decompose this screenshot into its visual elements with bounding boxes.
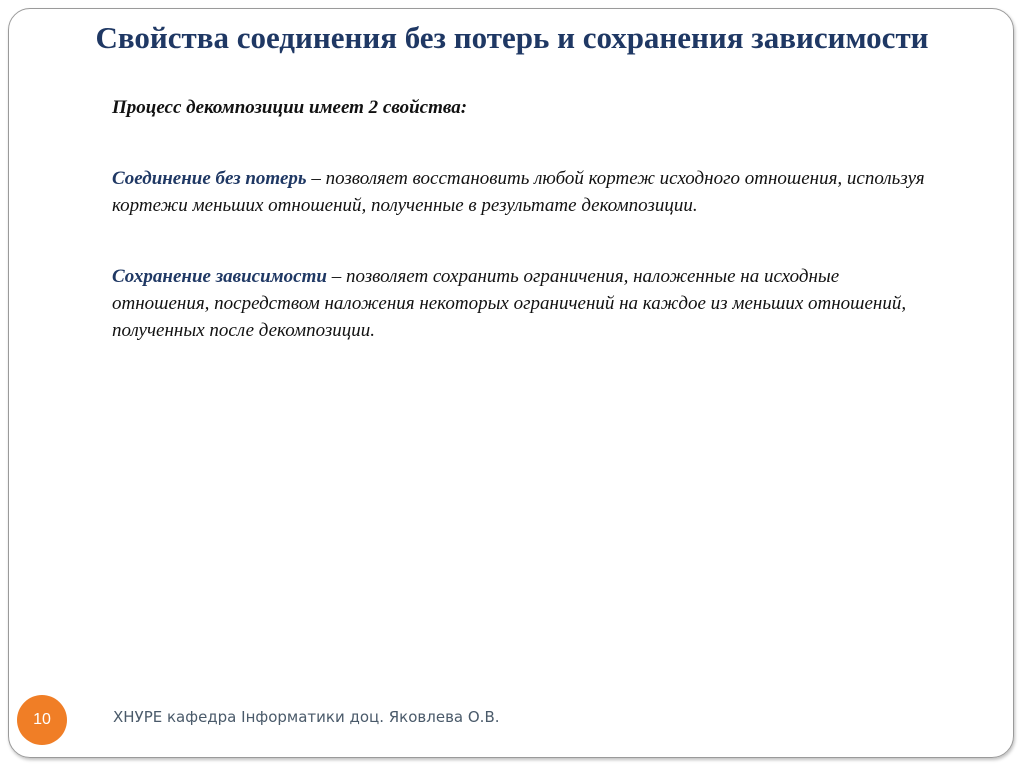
page-number-badge: 10 <box>17 695 67 745</box>
slide-content <box>112 94 932 388</box>
property-description: – позволяет сохранить ограничения, наложенные на исходные отношения, посредством наложения некоторых ограничений на каждое из меньших отношений, полученных после декомпозиции. <box>112 266 907 341</box>
property-term: Соединение без потерь <box>112 168 307 189</box>
property-lossless-join <box>112 165 932 219</box>
slide-title: Свойства соединения без потерь и сохранения зависимости <box>95 20 929 55</box>
property-description: – позволяет восстановить любой кортеж исходного отношения, используя кортежи меньших отношений, полученные в результате декомпозиции. <box>112 168 925 216</box>
property-term: Сохранение зависимости <box>112 266 327 287</box>
intro-text: Процесс декомпозиции имеет 2 свойства: <box>112 97 468 118</box>
property-dependency-preservation <box>112 263 932 344</box>
footer-text: ХНУРЕ кафедра Інформатики доц. Яковлева О.В. <box>113 708 500 726</box>
